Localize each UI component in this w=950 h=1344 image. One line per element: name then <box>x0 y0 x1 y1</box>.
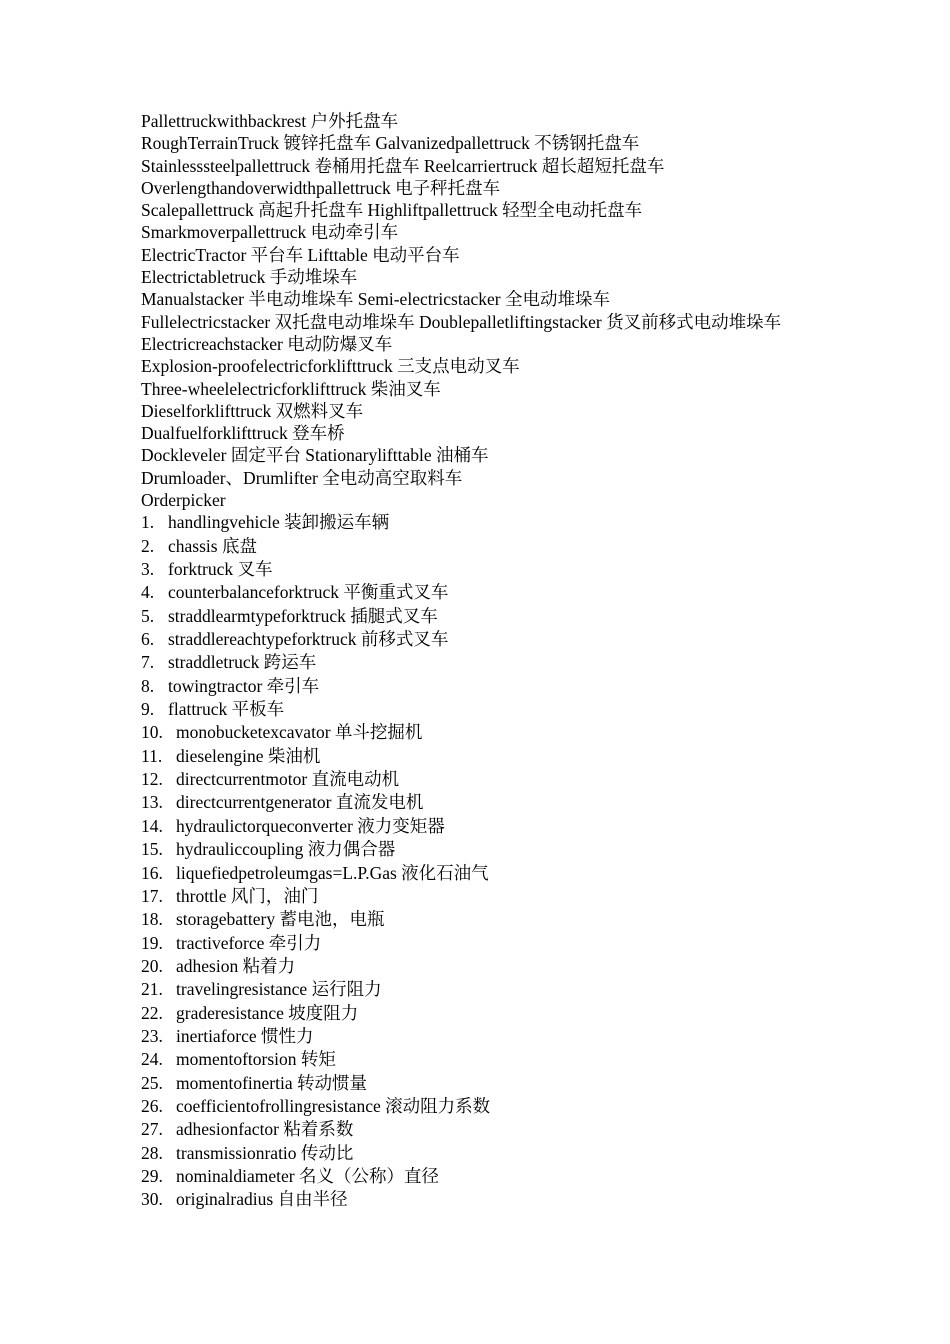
list-item-text: chassis 底盘 <box>168 535 257 556</box>
list-item <box>141 815 811 838</box>
glossary-paragraph: Explosion-proofelectricforklifttruck 三支点电动叉车 <box>141 356 520 377</box>
list-item <box>141 1072 811 1095</box>
glossary-paragraph: ElectricTractor 平台车 Lifttable 电动平台车 <box>141 244 460 265</box>
list-item <box>141 511 811 534</box>
list-item <box>141 558 811 581</box>
list-item <box>141 721 811 744</box>
list-item-number: 15. <box>141 839 163 860</box>
list-item-text: hydraulictorqueconverter 液力变矩器 <box>176 815 445 836</box>
list-item <box>141 885 811 908</box>
list-item-number: 21. <box>141 979 163 1000</box>
list-item-text: adhesion 粘着力 <box>176 955 296 976</box>
glossary-paragraph: Dieselforklifttruck 双燃料叉车 <box>141 400 364 421</box>
list-item-number: 1. <box>141 512 155 533</box>
glossary-paragraph: Smarkmoverpallettruck 电动牵引车 <box>141 222 399 243</box>
list-item-text: flattruck 平板车 <box>168 699 285 720</box>
list-item-number: 19. <box>141 932 163 953</box>
list-item-number: 29. <box>141 1165 163 1186</box>
list-item-text: momentofinertia 转动惯量 <box>176 1072 368 1093</box>
glossary-numbered-list <box>141 511 811 1211</box>
list-item-number: 3. <box>141 559 155 580</box>
list-item-text: originalradius 自由半径 <box>176 1189 348 1210</box>
list-item <box>141 1048 811 1071</box>
list-item-text: straddletruck 跨运车 <box>168 652 317 673</box>
list-item <box>141 1188 811 1211</box>
glossary-paragraph: Three-wheelelectricforklifttruck 柴油叉车 <box>141 378 441 399</box>
list-item <box>141 1025 811 1048</box>
glossary-paragraph: Orderpicker <box>141 490 226 511</box>
list-item <box>141 698 811 721</box>
list-item <box>141 1095 811 1118</box>
list-item-number: 11. <box>141 745 163 766</box>
list-item <box>141 955 811 978</box>
list-item <box>141 791 811 814</box>
glossary-paragraph: Electrictabletruck 手动堆垛车 <box>141 267 358 288</box>
list-item-number: 18. <box>141 909 163 930</box>
list-item-text: transmissionratio 传动比 <box>176 1142 354 1163</box>
list-item <box>141 745 811 768</box>
list-item <box>141 908 811 931</box>
list-item-text: momentoftorsion 转矩 <box>176 1049 336 1070</box>
list-item-number: 27. <box>141 1119 163 1140</box>
glossary-paragraph: Scalepallettruck 高起升托盘车 Highliftpallettruck 轻型全电动托盘车 <box>141 200 643 221</box>
list-item <box>141 978 811 1001</box>
list-item-number: 14. <box>141 815 163 836</box>
list-item-text: nominaldiameter 名义（公称）直径 <box>176 1165 439 1186</box>
list-item-number: 6. <box>141 629 155 650</box>
list-item <box>141 1002 811 1025</box>
glossary-paragraphs <box>141 110 811 511</box>
list-item-text: adhesionfactor 粘着系数 <box>176 1119 354 1140</box>
glossary-paragraph: Stainlesssteelpallettruck 卷桶用托盘车 Reelcarriertruck 超长超短托盘车 <box>141 155 665 176</box>
list-item <box>141 1165 811 1188</box>
list-item <box>141 628 811 651</box>
list-item-text: straddlereachtypeforktruck 前移式叉车 <box>168 629 449 650</box>
list-item-number: 5. <box>141 605 155 626</box>
list-item <box>141 605 811 628</box>
list-item <box>141 1142 811 1165</box>
list-item <box>141 932 811 955</box>
glossary-paragraph: Drumloader、Drumlifter 全电动高空取料车 <box>141 467 463 488</box>
list-item-number: 25. <box>141 1072 163 1093</box>
list-item-text: storagebattery 蓄电池，电瓶 <box>176 909 385 930</box>
list-item <box>141 535 811 558</box>
glossary-paragraph: RoughTerrainTruck 镀锌托盘车 Galvanizedpallettruck 不锈钢托盘车 <box>141 133 640 154</box>
list-item-number: 30. <box>141 1189 163 1210</box>
list-item-number: 28. <box>141 1142 163 1163</box>
list-item <box>141 581 811 604</box>
list-item-number: 8. <box>141 675 155 696</box>
list-item-text: straddlearmtypeforktruck 插腿式叉车 <box>168 605 438 626</box>
list-item-number: 7. <box>141 652 155 673</box>
list-item-number: 24. <box>141 1049 163 1070</box>
glossary-paragraph: Pallettruckwithbackrest 户外托盘车 <box>141 111 399 131</box>
glossary-paragraph: Overlengthandoverwidthpallettruck 电子秤托盘车 <box>141 177 501 198</box>
list-item-text: inertiaforce 惯性力 <box>176 1025 314 1046</box>
list-item-number: 20. <box>141 955 163 976</box>
list-item-number: 16. <box>141 862 163 883</box>
list-item <box>141 651 811 674</box>
list-item-number: 12. <box>141 769 163 790</box>
list-item-text: monobucketexcavator 单斗挖掘机 <box>176 722 423 743</box>
list-item-number: 17. <box>141 885 163 906</box>
document-body <box>141 110 811 1212</box>
list-item-number: 4. <box>141 582 155 603</box>
glossary-paragraph: Fullelectricstacker 双托盘电动堆垛车 Doublepalletliftingstacker 货叉前移式电动堆垛车 Electricreachstacker 电动防爆叉车 <box>141 311 782 354</box>
list-item-text: coefficientofrollingresistance 滚动阻力系数 <box>176 1095 491 1116</box>
list-item-number: 23. <box>141 1025 163 1046</box>
glossary-paragraph: Dockleveler 固定平台 Stationarylifttable 油桶车 <box>141 445 489 466</box>
list-item <box>141 768 811 791</box>
list-item-text: tractiveforce 牵引力 <box>176 932 322 953</box>
list-item <box>141 675 811 698</box>
list-item-text: forktruck 叉车 <box>168 559 273 580</box>
list-item-text: liquefiedpetroleumgas=L.P.Gas 液化石油气 <box>176 862 489 883</box>
list-item <box>141 862 811 885</box>
list-item <box>141 838 811 861</box>
list-item-number: 10. <box>141 722 163 743</box>
list-item-text: travelingresistance 运行阻力 <box>176 979 382 1000</box>
list-item-number: 13. <box>141 792 163 813</box>
list-item-text: towingtractor 牵引车 <box>168 675 320 696</box>
list-item-text: directcurrentgenerator 直流发电机 <box>176 792 424 813</box>
list-item-text: handlingvehicle 装卸搬运车辆 <box>168 512 390 533</box>
list-item-text: throttle 风门，油门 <box>176 885 319 906</box>
list-item-number: 2. <box>141 535 155 556</box>
list-item-number: 9. <box>141 699 155 720</box>
list-item-number: 26. <box>141 1095 163 1116</box>
list-item-text: dieselengine 柴油机 <box>176 745 321 766</box>
list-item-text: hydrauliccoupling 液力偶合器 <box>176 839 396 860</box>
list-item-text: graderesistance 坡度阻力 <box>176 1002 359 1023</box>
list-item <box>141 1118 811 1141</box>
glossary-paragraph: Dualfuelforklifttruck 登车桥 <box>141 423 345 444</box>
list-item-text: counterbalanceforktruck 平衡重式叉车 <box>168 582 449 603</box>
glossary-paragraph: Manualstacker 半电动堆垛车 Semi-electricstacker 全电动堆垛车 <box>141 289 610 310</box>
list-item-text: directcurrentmotor 直流电动机 <box>176 769 400 790</box>
list-item-number: 22. <box>141 1002 163 1023</box>
